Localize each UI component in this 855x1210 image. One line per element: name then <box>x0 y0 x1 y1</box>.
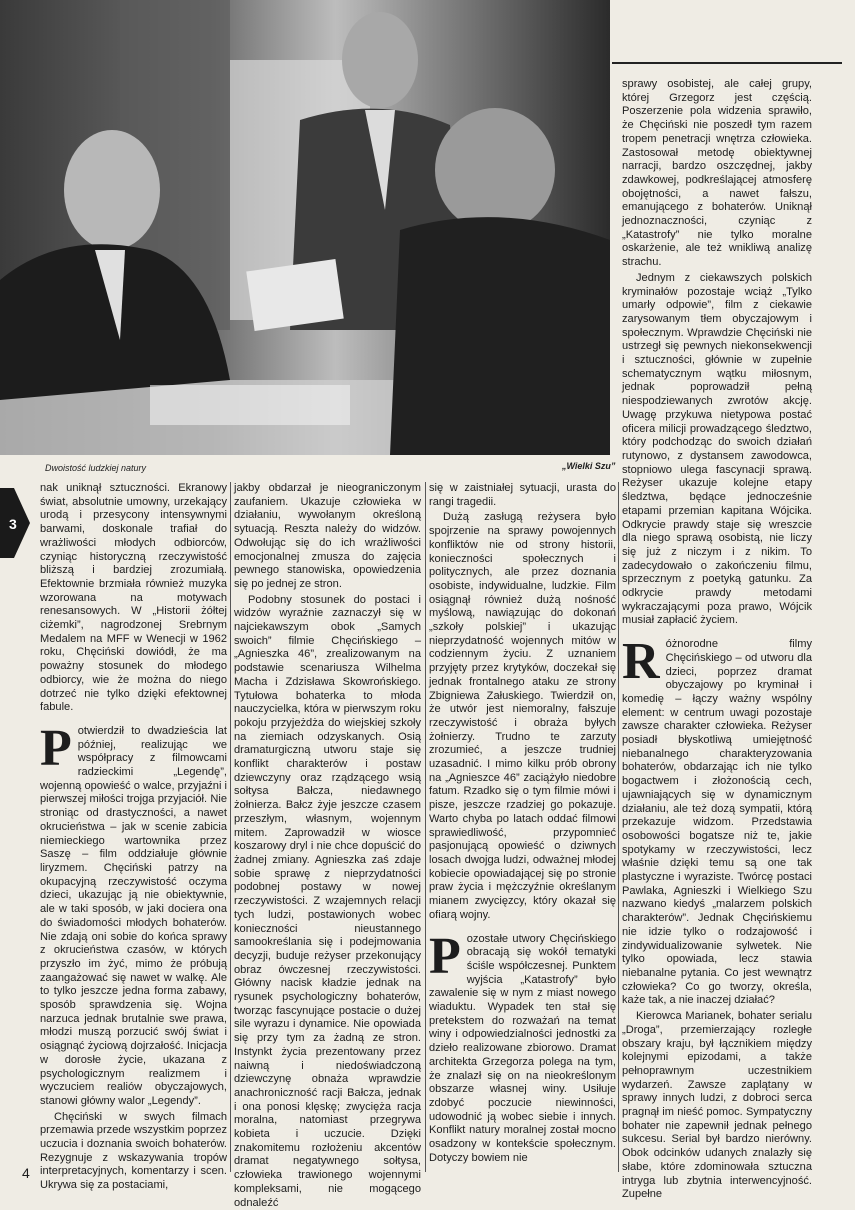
drop-cap: R <box>622 633 660 691</box>
paragraph: Kierowca Marianek, bohater serialu „Droga”, przemierzający rozległe obszary kraju, był łącznikiem między kolejnymi epizodami, a także pełnoprawnym uczestnikiem wydarzeń. Zawsze zaplątany w sprawy innych ludzi, z dobroci serca pragnął im nieść pomoc. Sympatyczny bohater nie zapewnił jednak pełnego sukcesu. Serial był bardzo nierówny. Obok odcinków udanych znalazły się słabe, które zdominowała sztuczna intryga lub zbytnia interwencyjność. Zupełne <box>622 1010 812 1201</box>
paragraph: Dużą zasługą reżysera było spojrzenie na sprawy powojennych konfliktów nie od strony historii, konieczności społecznych i politycznych, ale przez doznania osobiste, indywidualne, ludzkie. Film osiągnął również dużą nośność myślową, nawiązując do dokonań „szkoły polskiej” i ukazując nieprzydatność wojennych mitów w codziennym życiu. Z uznaniem przyjęty przez krytyków, doczekał się jednak frontalnego ataku ze strony Zbigniewa Załuskiego. Twierdził on, że utwór jest niemoralny, fałszuje rzeczywistość i obraża byłych żołnierzy. Trudno te zarzuty zrozumieć, a jeszcze trudniej uzasadnić. I mimo kilku prób obrony na „Agnieszce 46” zaciążyło niedobre fatum. Rzadko się o tym filmie mówi i pisze, jeszcze rzadziej go pokazuje. Warto chyba po latach oddać filmowi sprawiedliwość, przypomnieć pasjonującą opowieść o dziwnych losach dwojga ludzi, odważnej młodej kobiecie opowiadającej się po stronie praw życia i mężczyźnie określanym mianem zwycięzcy, który okazał się ofiarą wojny. <box>429 511 616 921</box>
paragraph: Chęciński w swych filmach przemawia przede wszystkim poprzez uczucia i doznania swoich bohaterów. Rezygnuje z wskazywania tropów interpretacyjnych, komentarzy i scen. Ukrywa się za postaciami, <box>40 1110 227 1192</box>
paragraph-text: óżnorodne filmy Chęcińskiego – od utworu dla dzieci, poprzez dramat obyczajowy po kryminał i komedię – łączy ważny wspólny element: w centrum uwagi pozostaje zawsze charakter człowieka. Reżyser posiadł błyskotliwą umiejętność niebanalnego charakteryzowania bohaterów, obdarzając ich nie tylko bogactwem i złożonością cech, ujawniających się w dynamicznym działaniu, ale też dozą sympatii, którą przekazuje widzom. Przedstawia osobowości bogatsze niż te, jakie spotykamy w rzeczywistości, lecz właśnie dzięki temu są one tak plastyczne i wyraziste. Twórcę postaci Pawlaka, Agnieszki i Wielkiego Szu nazwano kiedyś „malarzem polskich charakterów”. Jednak Chęcińskiemu nie idzie tylko o rodzajowość i zindywidualizowanie sylwetek. Nie tylko opowiada, lecz stawia niebanalne pytania. Co jest wewnątrz człowieka? Co go tworzy, określa, każe tak, a nie inaczej działać? <box>622 638 812 1007</box>
text-column-4 <box>622 78 812 1201</box>
paragraph-text: otwierdził to dwadzieścia lat później, realizując we współpracy z filmowcami radzieckimi „Legendę”, wojenną opowieść o walce, przyjaźni i pierwszej miłości trojga przyjaciół. Nie stroniąc od drastyczności, a nawet okrucieństwa – jak w scenie zabicia niemieckiego wartownika przez Saszę – film oddziałuje głównie liryzmem. Chęciński patrzy na okupacyjną rzeczywistość oczyma dzieci, ukazując ją nie obiektywnie, ale w taki sposób, w jaki dociera ona do świadomości młodych bohaterów. Nie zdają oni sobie do końca sprawy z okrucieństwa czasów, w których przyszło im żyć, mimo że próbują zaangażować się nawet w walkę. Ale to tylko jeszcze jedna forma zabawy, sposób sprawdzenia się. Wojna narzuca jednak brutalnie swe prawa, młodzi muszą porzucić swój świat i osiągnąć życiową dojrzałość. Inicjacja w dorosłe życie, ukazana z psychologicznym realizmem i wyczuciem realiów obyczajowych, stanowi główny walor „Legendy”. <box>40 724 227 1107</box>
section-marker-badge <box>0 488 32 558</box>
paragraph <box>40 719 227 1109</box>
paragraph: sprawy osobistej, ale całej grupy, której Grzegorz jest częścią. Poszerzenie pola widzenia sprawiło, że Chęciński nie poszedł tym razem tropem penetracji wnętrza człowieka. Zastosował metodę obiektywnej narracji, bardzo oszczędnej, jakby zdawkowej, podkreślającej atmosferę obojętności, a nawet fałszu, emanującego z bohaterów. Uniknął jednoznaczności, czyniąc z „Katastrofy” nie tylko moralne oskarżenie, ale też wnikliwą analizę strachu. <box>622 78 812 269</box>
text-column-2 <box>234 482 421 1209</box>
drop-cap: P <box>429 927 461 985</box>
text-column-1 <box>40 482 227 1192</box>
column-divider <box>425 482 426 1172</box>
column-divider <box>230 482 231 1172</box>
photo-caption-right: „Wielki Szu” <box>562 461 616 471</box>
paragraph <box>429 927 616 1166</box>
section-marker-number: 3 <box>9 516 17 532</box>
column-top-rule <box>612 62 842 64</box>
paragraph: się w zaistniałej sytuacji, urasta do rangi tragedii. <box>429 482 616 508</box>
page-number: 4 <box>22 1165 30 1181</box>
paragraph <box>622 633 812 1008</box>
paragraph-text: ozostałe utwory Chęcińskiego obracają się wokół tematyki ściśle współczesnej. Punktem wyjścia „Katastrofy” było zawalenie się w nym z miast nowego wiaduktu. Wypadek ten stał się pretekstem do rozważań na temat winy i odpowiedzialności jednostki za dzieło realizowane zbiorowo. Dramat architekta Grzegorza polega na tym, że znalazł się on na nieokreślonym obszarze własnej winy. Usiłuje zdobyć poczucie niewinności, udowodnić ją wobec siebie i innych. Konflikt natury moralnej został mocno osadzony w kontekście społecznym. Dotyczy bowiem nie <box>429 932 616 1164</box>
text-column-3 <box>429 482 616 1172</box>
paragraph: nak uniknął sztuczności. Ekranowy świat, absolutnie umowny, urzekający urodą i przesycony intensywnymi barwami, doskonale trafiał do wrażliwości młodych odbiorców, czyniąc historyczną rzeczywistość bliższą i bardziej zrozumiałą. Efektownie brzmiała również muzyka wzorowana na motywach renesansowych. W „Historii żółtej ciżemki”, nagrodzonej Srebrnym Medalem na MFF w Wenecji w 1962 roku, Chęciński dowiódł, że ma poważny stosunek do młodego odbiorcy, wie że można do niego dotrzeć nie tylko dzięki efektownej fabule. <box>40 482 227 714</box>
paragraph: Podobny stosunek do postaci i widzów wyraźnie zaznaczył się w najciekawszym obok „Samych swoich” filmie Chęcińskiego – „Agnieszka 46”, zrealizowanym na podstawie scenariusza Wilhelma Macha i Zdzisława Skowrońskiego. Tytułowa bohaterka to młoda nauczycielka, która w pierwszym roku pokoju przyjeżdża do wiejskiej szkoły na ziemiach odzyskanych. Osią dramaturgiczną utworu staje się konflikt charakterów i postaw dziewczyny oraz rządzącego wsią sołtysa Bałcza, niedawnego żołnierza. Bałcz żyje jeszcze czasem przeszłym, własnym, wojennym mitem. Zaprowadził w wiosce koszarowy dryl i nie chce dopuścić do żadnej zmiany. Agnieszka zaś zdaje sobie sprawę z nieprzydatności podobnej postawy w nowej rzeczywistości. Z wzajemnych relacji tych ludzi, postawionych wobec konieczności nieustannego samookreślania się i podejmowania decyzji, buduje reżyser przekonujący obraz ówczesnej rzeczywistości. Główny nacisk kładzie jednak na rysunek psychologiczny bohaterów, tworząc fascynujące postacie o dużej sile wyrazu i dynamice. Nie opowiada się przy tym za żadną ze stron. Instynkt życia prezentowany przez naiwną i niedoświadczoną dziewczynę obnaża wprawdzie anachroniczność racji Bałcza, jednak i ona ponosi klęskę; zwycięża racja moralna, natomiast przegrywa kobieta i uczucie. Dzięki znakomitemu rozłożeniu akcentów dramat negatywnego sołtysa, człowieka trawionego wojennymi kompleksami, nie mogącego odnaleźć <box>234 593 421 1209</box>
photo-caption-left: Dwoistość ludzkiej natury <box>45 463 147 473</box>
film-still-photo <box>0 0 610 455</box>
paragraph: jakby obdarzał je nieograniczonym zaufaniem. Ukazuje człowieka w działaniu, wywołanym określoną sytuacją. Reszta należy do widzów. Odwołując się do ich wrażliwości emocjonalnej zmusza do zajęcia pewnego stanowiska, opowiedzenia się po jednej ze stron. <box>234 482 421 590</box>
photo-illustration <box>0 0 610 455</box>
paragraph: Jednym z ciekawszych polskich kryminałów pozostaje wciąż „Tylko umarły odpowie”, film z ciekawie zarysowanym tłem obyczajowym i społecznym. Wprawdzie Chęciński nie ustrzegł się pewnych niekonsekwencji i sztuczności, głównie w zupełnie schematycznym wątku miłosnym, jednak poprowadził pełną niespodziewanych zwrotów akcję. Uwagę przykuwa nietypowa postać oficera milicji prowadzącego śledztwo, który podchodząc do swoich działań rutynowo, z dystansem zawodowca, stopniowo ulega fascynacji sprawą. Reżyser ukazuje kolejne etapy śledztwa, będące jednocześnie etapami przemian kapitana Wójcika. Odkrycie prawdy staje się wreszcie dla niego sprawą osobistą, nie liczy się już z niczym i z nikim. To zadecydowało o zakończeniu filmu, sprzecznym z poetyką gatunku. Za odkrycie prawdy metodami wykraczającymi poza prawo, Wójcik musiał zapłacić życiem. <box>622 271 812 627</box>
drop-cap: P <box>40 719 72 777</box>
column-divider <box>618 482 619 1172</box>
